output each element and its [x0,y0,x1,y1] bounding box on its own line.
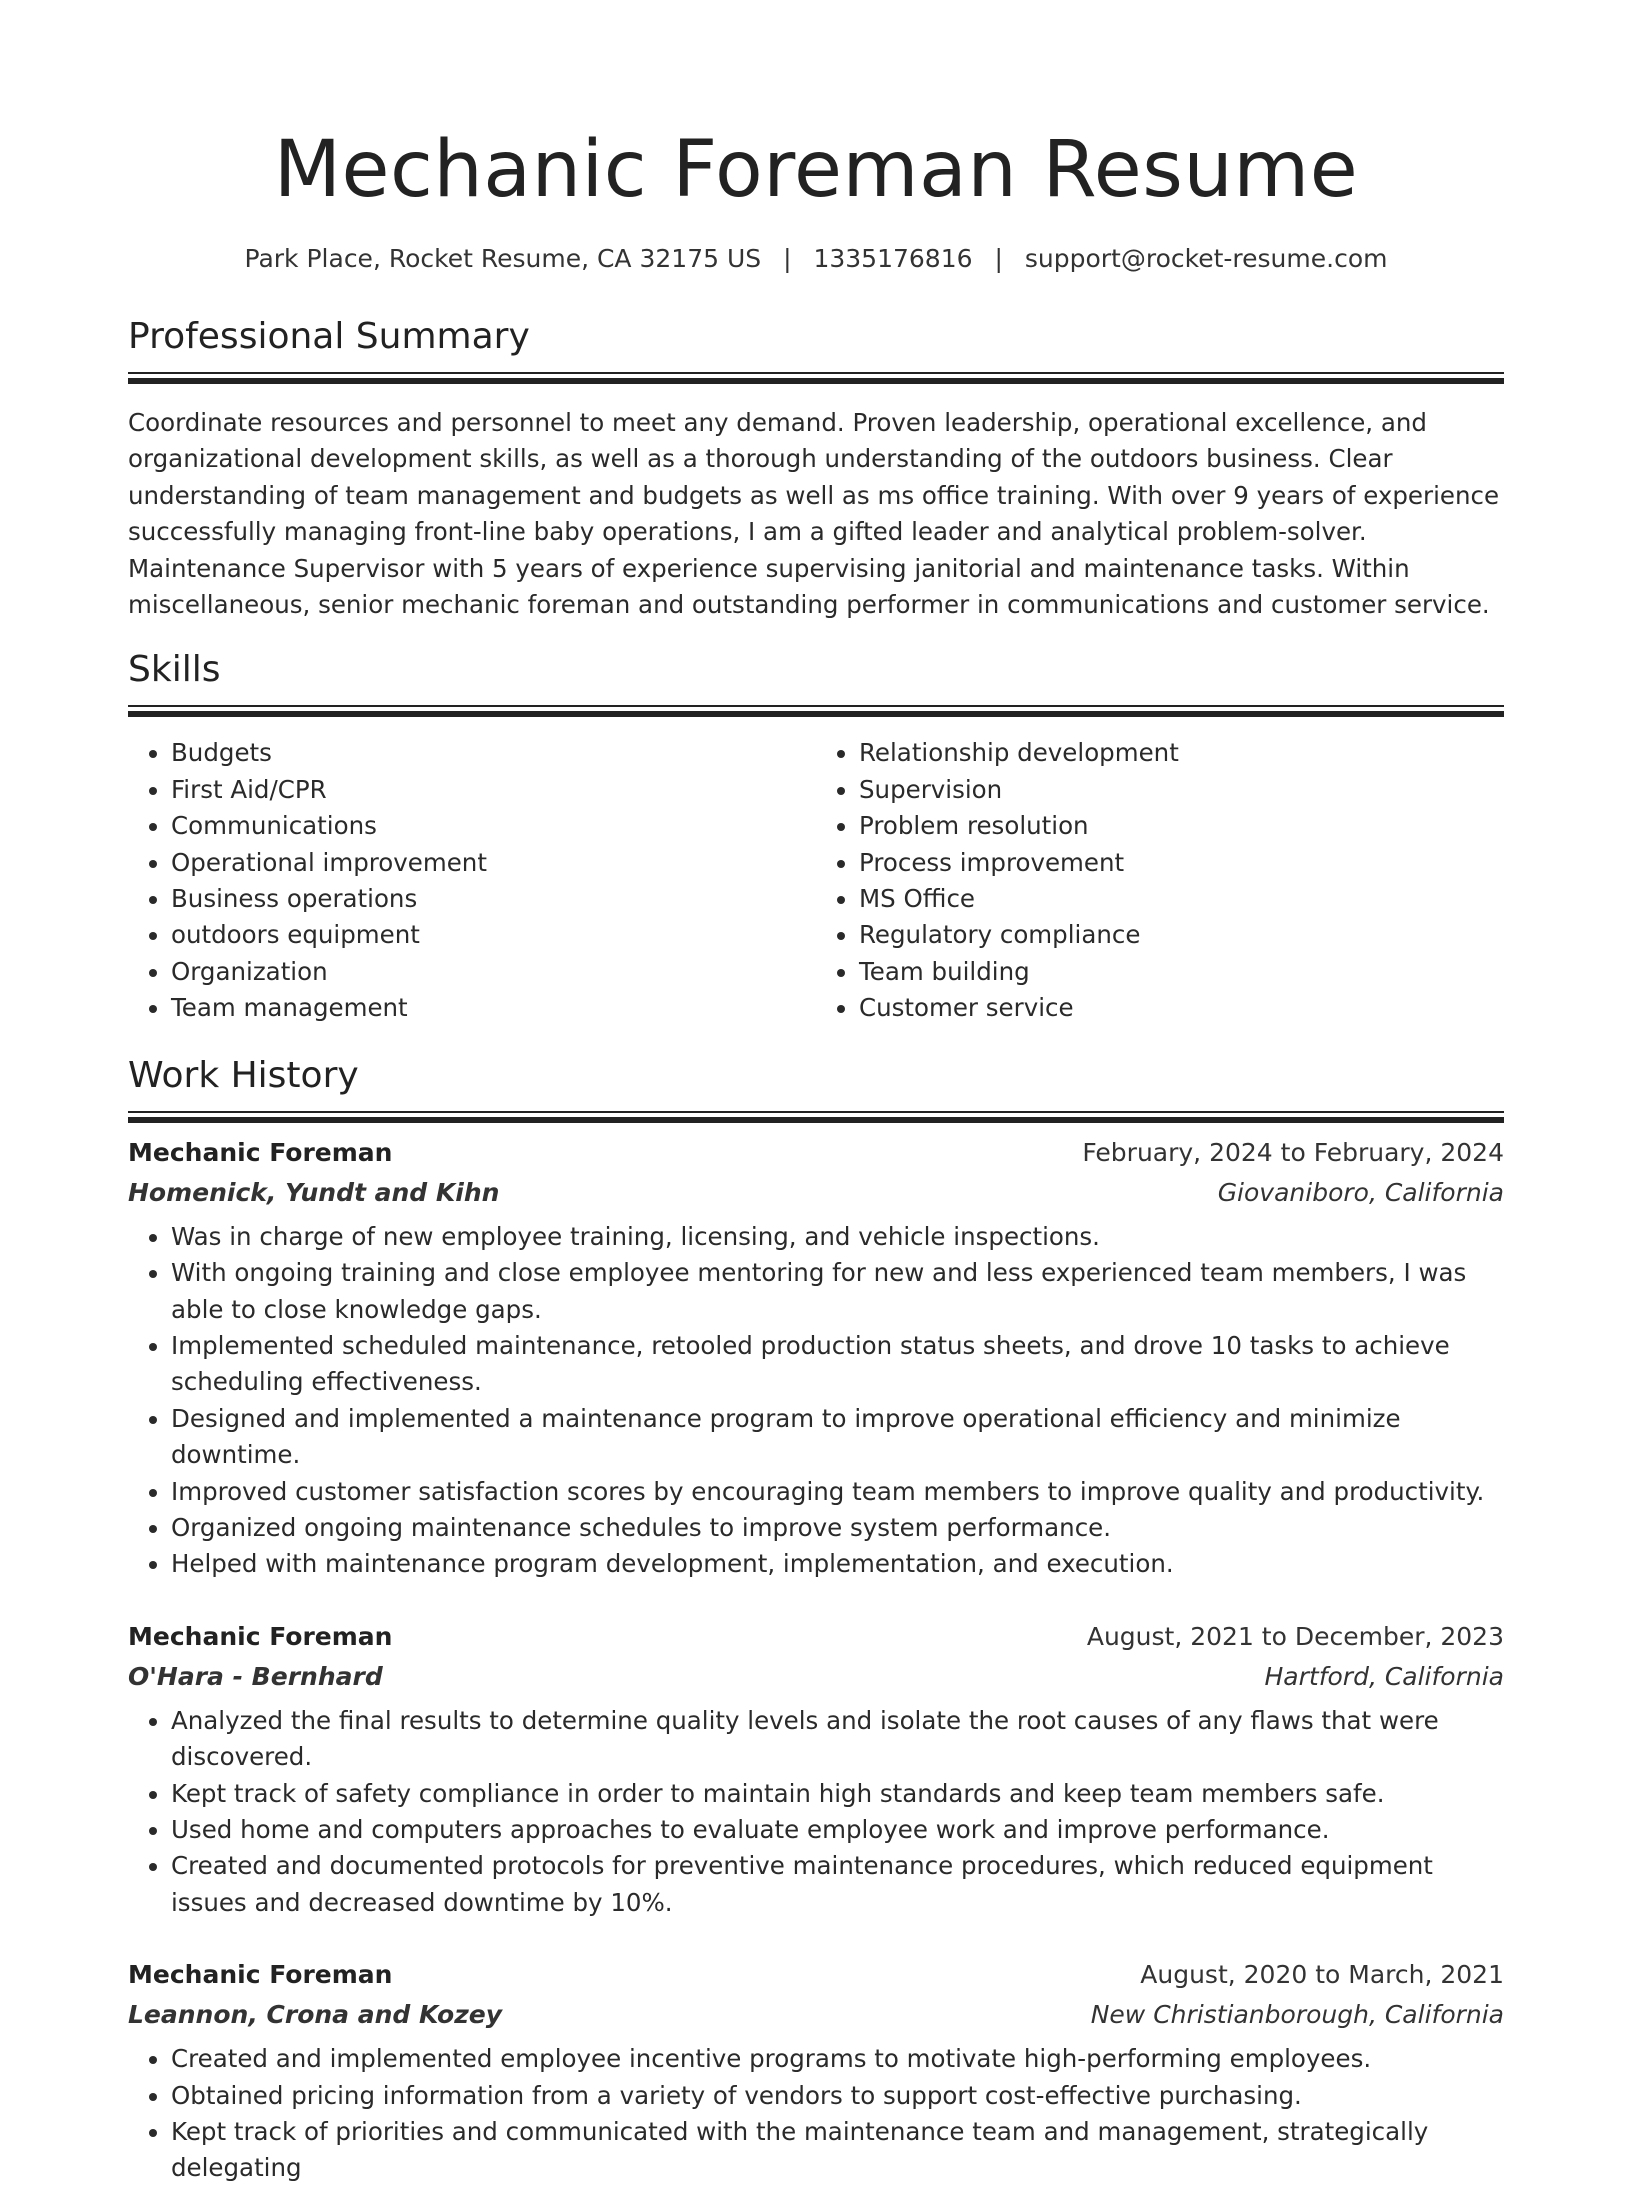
contact-phone: 1335176816 [813,244,973,273]
skills-column-left [128,735,816,1026]
job-bullets [128,1703,1504,1921]
job-bullet: • Implemented scheduled maintenance, retooled production status sheets, and drove 10 tasks to achieve scheduling effectiveness. [171,1328,1504,1401]
skill-item: • Relationship development [859,735,1504,771]
summary-section [128,314,1504,623]
job-title: Mechanic Foreman [128,1137,393,1167]
job-dates: August, 2020 to March, 2021 [1140,1960,1504,1990]
job-bullet: • With ongoing training and close employee mentoring for new and less experienced team members, I was able to close knowledge gaps. [171,1255,1504,1328]
skill-item: • Team building [859,954,1504,990]
job-bullet: • Kept track of safety compliance in order to maintain high standards and keep team members safe. [171,1776,1504,1812]
job-bullet: • Analyzed the final results to determine quality levels and isolate the root causes of any flaws that were discovered. [171,1703,1504,1776]
job-bullet: • Kept track of priorities and communicated with the maintenance team and management, strategically delegating [171,2114,1504,2187]
section-divider [128,705,1504,707]
job-location: Giovaniboro, California [1217,1177,1504,1207]
job-bullet: • Created and documented protocols for preventive maintenance procedures, which reduced equipment issues and decreased downtime by 10%. [171,1848,1504,1921]
skill-item: • outdoors equipment [171,917,816,953]
job-company: Leannon, Crona and Kozey [128,2000,502,2030]
job-subheader [128,1995,1504,2035]
contact-address: Park Place, Rocket Resume, CA 32175 US [244,244,762,273]
job-location: Hartford, California [1264,1661,1504,1691]
job-subheader [128,1173,1504,1213]
job-header [128,1133,1504,1173]
contact-email: support@rocket-resume.com [1024,244,1388,273]
contact-separator: | [783,244,792,273]
job-bullet: • Improved customer satisfaction scores by encouraging team members to improve quality and productivity. [171,1474,1504,1510]
job-bullets [128,2041,1504,2187]
job-dates: August, 2021 to December, 2023 [1086,1621,1504,1651]
job-subheader [128,1657,1504,1697]
job-entry [128,1617,1504,1921]
skills-heading: Skills [128,649,221,691]
job-location: New Christianborough, California [1090,2000,1504,2030]
skill-item: • Communications [171,808,816,844]
skill-item: • Business operations [171,881,816,917]
job-entry [128,1133,1504,1583]
skill-item: • First Aid/CPR [171,772,816,808]
job-company: O'Hara - Bernhard [128,1661,383,1691]
summary-text: Coordinate resources and personnel to meet any demand. Proven leadership, operational excellence, and organizational development skills, as well as a thorough understanding of the outdoors business. Clear understanding of team management and budgets as well as ms office training. With over 9 years of experience successfully managing front-line baby operations, I am a gifted leader and analytical problem-solver. Maintenance Supervisor with 5 years of experience supervising janitorial and maintenance tasks. Within miscellaneous, senior mechanic foreman and outstanding performer in communications and customer service. [128,408,1500,620]
job-bullets [128,1219,1504,1583]
skill-item: • Organization [171,954,816,990]
skill-item: • Team management [171,990,816,1026]
job-title: Mechanic Foreman [128,1960,393,1990]
skill-item: • MS Office [859,881,1504,917]
skills-section [128,647,1504,1026]
skill-item: • Process improvement [859,845,1504,881]
job-bullet: • Was in charge of new employee training, licensing, and vehicle inspections. [171,1219,1504,1255]
work-history-heading: Work History [128,1054,359,1096]
job-header [128,1617,1504,1657]
skill-item: • Operational improvement [171,845,816,881]
skill-item: • Customer service [859,990,1504,1026]
skills-list [128,735,1504,1026]
job-bullet: • Obtained pricing information from a variety of vendors to support cost-effective purchasing. [171,2078,1504,2114]
job-company: Homenick, Yundt and Kihn [128,1177,500,1207]
contact-separator: | [994,244,1003,273]
job-header [128,1955,1504,1995]
job-bullet: • Helped with maintenance program development, implementation, and execution. [171,1546,1504,1582]
job-entry [128,1955,1504,2187]
job-bullet: • Created and implemented employee incentive programs to motivate high-performing employees. [171,2041,1504,2077]
job-bullet: • Designed and implemented a maintenance program to improve operational efficiency and minimize downtime. [171,1401,1504,1474]
skill-item: • Budgets [171,735,816,771]
resume-title: Mechanic Foreman Resume [273,125,1359,215]
skills-column-right [816,735,1504,1026]
section-divider [128,1111,1504,1113]
section-divider [128,372,1504,374]
job-title: Mechanic Foreman [128,1621,393,1651]
skill-item: • Supervision [859,772,1504,808]
job-dates: February, 2024 to February, 2024 [1082,1137,1504,1167]
job-bullet: • Organized ongoing maintenance schedules to improve system performance. [171,1510,1504,1546]
skill-item: • Regulatory compliance [859,917,1504,953]
skill-item: • Problem resolution [859,808,1504,844]
summary-heading: Professional Summary [128,316,530,357]
contact-line [128,242,1504,276]
job-bullet: • Used home and computers approaches to evaluate employee work and improve performance. [171,1812,1504,1848]
work-history-section [128,1053,1504,2187]
